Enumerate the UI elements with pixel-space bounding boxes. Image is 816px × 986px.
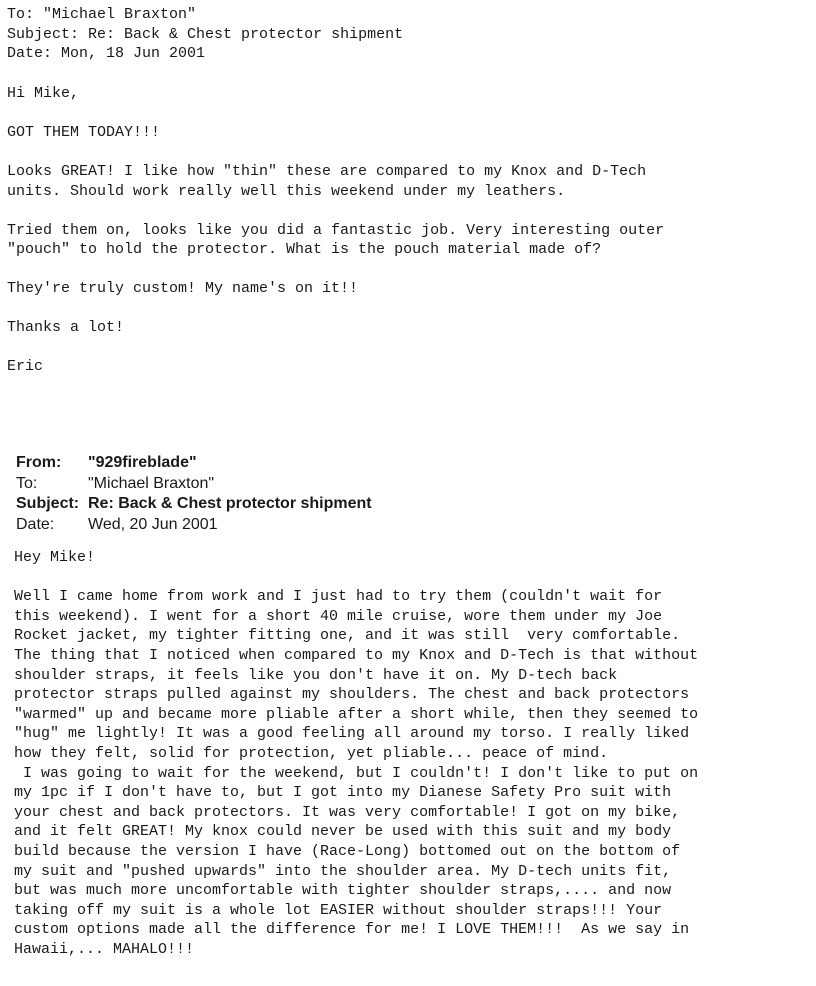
email-2-subject-label: Subject: <box>16 495 80 512</box>
email-1-to-value: "Michael Braxton" <box>43 6 197 23</box>
email-2-subject-row <box>16 494 372 515</box>
email-2-body: Hey Mike! Well I came home from work and I just had to try them (couldn't wait for this weekend). I went for a short 40 mile cruise, wore them under my Joe Rocket jacket, my tighter fitting one, and it was still very comfortable. The thing that I noticed when compared to my Knox and D-Tech is that without shoulder straps, it feels like you don't have it on. My D-tech back protector straps pulled against my shoulders. The chest and back protectors "warmed" up and became more pliable after a short while, then they seemed to "hug" me lightly! It was a good feeling all around my torso. I really liked how they felt, solid for protection, yet pliable... peace of mind. I was going to wait for the weekend, but I couldn't! I don't like to put on my 1pc if I don't have to, but I got into my Dianese Safety Pro suit with your chest and back protectors. It was very comfortable! I got on my bike, and it felt GREAT! My knox could never be used with this suit and my body build because the version I have (Race-Long) bottomed out on the bottom of my suit and "pushed upwards" into the shoulder area. My D-tech units fit, but was much more uncomfortable with tighter shoulder straps,.... and now taking off my suit is a whole lot EASIER without shoulder straps!!! Your custom options made all the difference for me! I LOVE THEM!!! As we say in Hawaii,... MAHALO!!! <box>14 549 699 958</box>
email-2-to-row <box>16 474 372 495</box>
email-2-date-value: Wed, 20 Jun 2001 <box>88 515 218 533</box>
email-2-date-row <box>16 515 372 536</box>
email-1-subject-value: Re: Back & Chest protector shipment <box>88 25 404 43</box>
email-2-from-label: From: <box>16 454 62 471</box>
email-2-to-value: "Michael Braxton" <box>88 474 215 492</box>
email-1-body: Hi Mike, GOT THEM TODAY!!! Looks GREAT! I like how "thin" these are compared to my Knox and D-Tech units. Should work really well this weekend under my leathers. Tried them on, looks like you did a fantastic job. Very interesting outer "pouch" to hold the protector. What is the pouch material made of? They're truly custom! My name's on it!! Thanks a lot! Eric <box>7 85 665 375</box>
email-1-header <box>7 5 403 64</box>
email-2-to-label: To: <box>16 474 38 492</box>
email-2-date-label: Date: <box>16 515 55 533</box>
email-2-header <box>16 453 372 535</box>
email-1-to-label: To: <box>7 6 35 23</box>
email-1-date-value: Mon, 18 Jun 2001 <box>61 45 206 62</box>
email-2-subject-value: Re: Back & Chest protector shipment <box>88 495 372 512</box>
email-1-date-label: Date: <box>7 45 53 62</box>
email-2-from-row <box>16 453 372 474</box>
email-1-subject-label: Subject: <box>7 25 80 43</box>
email-2-from-value: "929fireblade" <box>88 454 197 471</box>
